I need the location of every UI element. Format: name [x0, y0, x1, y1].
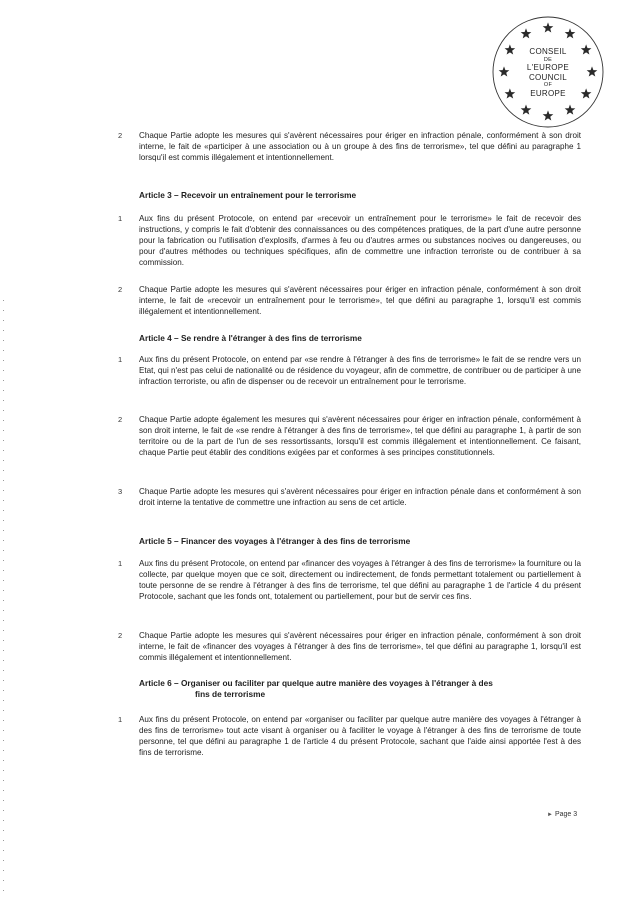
margin-dot	[3, 760, 4, 761]
arrow-icon: ►	[547, 812, 553, 818]
margin-dot	[3, 300, 4, 301]
seal-line: EUROPE	[530, 88, 566, 98]
article-heading: Article 4 – Se rendre à l'étranger à des fins de terrorisme	[139, 333, 362, 343]
star-icon	[565, 105, 576, 115]
margin-dot	[3, 360, 4, 361]
margin-dot	[3, 440, 4, 441]
paragraph-number: 2	[118, 285, 123, 294]
margin-dot	[3, 390, 4, 391]
margin-dot	[3, 510, 4, 511]
paragraph: Chaque Partie adopte également les mesures qui s'avèrent nécessaires pour ériger en infraction pénale, conformément à son droit interne, le fait de «se rendre à l'étranger à des fins de terrorisme», tel que défini au paragraphe 1, à partir de son territoire ou de la part de l'un de ses ressortissants, lorsqu'il est commis illégalement et intentionnellement. Ce faisant, chaque Partie peut établir des conditions exigées par et conformes à ses principes constitutionnels.	[139, 415, 581, 458]
seal-line: OF	[543, 82, 553, 89]
margin-dot	[3, 560, 4, 561]
margin-dot	[3, 750, 4, 751]
margin-dot	[3, 820, 4, 821]
margin-dot	[3, 690, 4, 691]
margin-dot	[3, 670, 4, 671]
paragraph: Chaque Partie adopte les mesures qui s'avèrent nécessaires pour ériger en infraction pénale, conformément à son droit interne, le fait de «financer des voyages à l'étranger à des fins de terrorisme», tel que défini au paragraphe 1, lorsqu'il est commis illégalement et intentionnellement.	[139, 631, 581, 663]
margin-dot	[3, 840, 4, 841]
paragraph-number: 1	[118, 214, 123, 223]
paragraph: Aux fins du présent Protocole, on entend par «financer des voyages à l'étranger à des fins de terrorisme» la fourniture ou la collecte, par quelque moyen que ce soit, directement ou indirectement, de fonds permettant totalement ou partiellement à toute personne de se rendre à l'étranger à des fins de terrorisme, tel que défini au paragraphe 1 de l'article 4 du présent Protocole, sachant que les fonds ont, totalement ou partiellement, pour but de servir ces fins.	[139, 559, 582, 602]
margin-dot	[3, 870, 4, 871]
star-icon	[521, 28, 532, 38]
margin-dot	[3, 570, 4, 571]
margin-dot	[3, 470, 4, 471]
margin-dot	[3, 610, 4, 611]
margin-dot	[3, 330, 4, 331]
margin-dot	[3, 830, 4, 831]
article-heading-line: fins de terrorisme	[195, 689, 266, 699]
paragraph-number: 1	[118, 355, 123, 364]
margin-dot	[3, 420, 4, 421]
margin-dot	[3, 490, 4, 491]
margin-dot	[3, 660, 4, 661]
margin-dot	[3, 770, 4, 771]
margin-dot	[3, 810, 4, 811]
paragraph: Aux fins du présent Protocole, on entend par «organiser ou faciliter par quelque autre manière des voyages à l'étranger à des fins de terrorisme» tout acte visant à organiser ou à faciliter le voyage à l'étranger à des fins de terrorisme de toute personne, tel que défini au paragraphe 1 de l'article 4 du présent Protocole, sachant que l'aide ainsi apportée l'est à des fins de terrorisme.	[139, 715, 581, 758]
margin-dot	[3, 700, 4, 701]
article-heading: Article 3 – Recevoir un entraînement pour le terrorisme	[139, 190, 357, 200]
margin-dot	[3, 710, 4, 711]
margin-dot	[3, 720, 4, 721]
paragraph: Aux fins du présent Protocole, on entend par «recevoir un entraînement pour le terrorisme» le fait de recevoir des instructions, y compris le fait d'obtenir des connaissances ou des compétences pratiques, de la part d'une autre personne pour la fabrication ou l'utilisation d'explosifs, d'armes à feu ou d'autres armes ou substances nocives ou dangereuses, ou pour d'autres méthodes ou techniques spécifiques, afin de commettre une infraction terroriste ou de contribuer à sa commission.	[139, 214, 581, 268]
margin-dots	[2, 300, 8, 890]
margin-dot	[3, 590, 4, 591]
margin-dot	[3, 520, 4, 521]
article-heading	[139, 678, 589, 700]
margin-dot	[3, 740, 4, 741]
margin-dot	[3, 580, 4, 581]
margin-dot	[3, 460, 4, 461]
margin-dot	[3, 410, 4, 411]
paragraph-number: 1	[118, 715, 123, 724]
star-icon	[543, 110, 554, 120]
margin-dot	[3, 320, 4, 321]
star-icon	[543, 22, 554, 32]
seal-line: CONSEIL	[529, 47, 567, 56]
council-of-europe-seal	[490, 14, 606, 130]
paragraph-number: 3	[118, 487, 123, 496]
margin-dot	[3, 800, 4, 801]
margin-dot	[3, 370, 4, 371]
paragraph: Chaque Partie adopte les mesures qui s'avèrent nécessaires pour ériger en infraction pénale, conformément à son droit interne, le fait de «recevoir un entraînement pour le terrorisme», tel que défini au paragraphe 1, lorsqu'il est commis illégalement et intentionnellement.	[139, 285, 581, 317]
paragraph: Chaque Partie adopte les mesures qui s'avèrent nécessaires pour ériger en infraction pénale, conformément à son droit interne, le fait de «participer à une association ou à un groupe à des fins de terrorisme», tel que défini au paragraphe 1 lorsqu'il est commis illégalement et intentionnellement.	[139, 131, 581, 163]
margin-dot	[3, 650, 4, 651]
margin-dot	[3, 600, 4, 601]
star-icon	[521, 105, 532, 115]
margin-dot	[3, 380, 4, 381]
margin-dot	[3, 630, 4, 631]
margin-dot	[3, 860, 4, 861]
margin-dot	[3, 780, 4, 781]
margin-dot	[3, 790, 4, 791]
paragraph-number: 1	[118, 559, 123, 568]
margin-dot	[3, 400, 4, 401]
margin-dot	[3, 350, 4, 351]
margin-dot	[3, 880, 4, 881]
margin-dot	[3, 540, 4, 541]
margin-dot	[3, 500, 4, 501]
margin-dot	[3, 450, 4, 451]
star-icon	[565, 28, 576, 38]
article-heading-line: Article 6 – Organiser ou faciliter par quelque autre manière des voyages à l'étranger à des	[139, 678, 493, 688]
paragraph-number: 2	[118, 631, 123, 640]
margin-dot	[3, 890, 4, 891]
margin-dot	[3, 640, 4, 641]
seal-text	[490, 47, 606, 98]
margin-dot	[3, 680, 4, 681]
margin-dot	[3, 620, 4, 621]
margin-dot	[3, 430, 4, 431]
seal-line: COUNCIL	[528, 72, 568, 82]
margin-dot	[3, 310, 4, 311]
paragraph: Chaque Partie adopte les mesures qui s'avèrent nécessaires pour ériger en infraction pénale dans et conformément à son droit interne la tentative de commettre une infraction au sens de cet article.	[139, 487, 581, 508]
margin-dot	[3, 850, 4, 851]
page-footer	[547, 811, 577, 818]
seal-line: DE	[543, 56, 553, 63]
margin-dot	[3, 480, 4, 481]
margin-dot	[3, 550, 4, 551]
seal-line: L'EUROPE	[526, 63, 570, 73]
margin-dot	[3, 530, 4, 531]
paragraph-number: 2	[118, 415, 123, 424]
margin-dot	[3, 340, 4, 341]
paragraph: Aux fins du présent Protocole, on entend par «se rendre à l'étranger à des fins de terrorisme» le fait de se rendre vers un Etat, qui n'est pas celui de nationalité ou de résidence du voyageur, afin de commettre, de contribuer ou de participer à une infraction terroriste, ou afin de dispenser ou de recevoir un entraînement pour le terrorisme.	[139, 355, 581, 387]
article-heading: Article 5 – Financer des voyages à l'étranger à des fins de terrorisme	[139, 536, 411, 546]
paragraph-number: 2	[118, 131, 123, 140]
page-number: Page 3	[554, 811, 578, 818]
margin-dot	[3, 730, 4, 731]
